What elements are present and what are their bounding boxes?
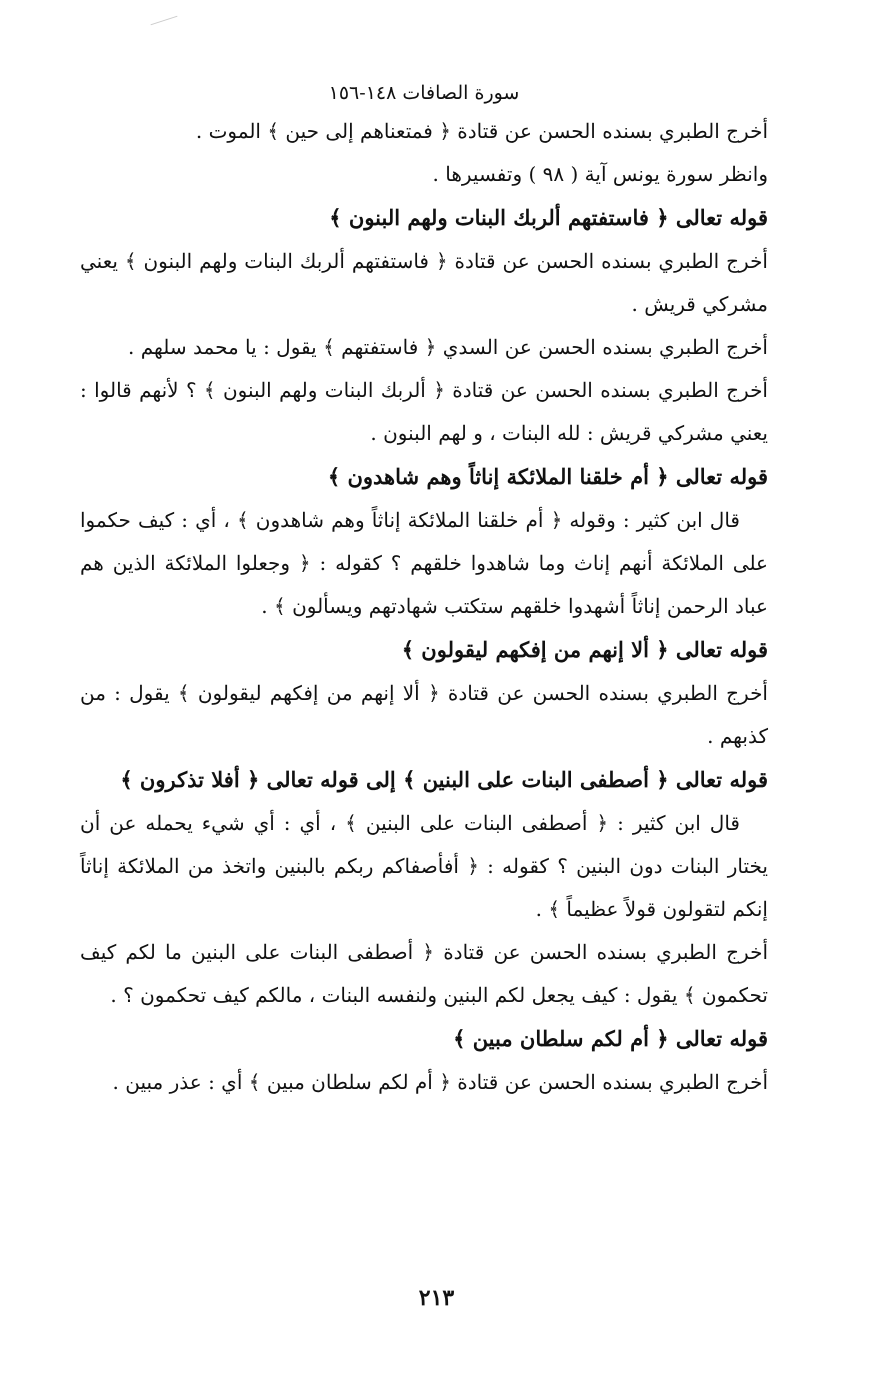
- running-head: سورة الصافات ١٤٨-١٥٦: [328, 82, 520, 104]
- scan-mark: [151, 16, 178, 26]
- paragraph: وانظر سورة يونس آية ( ٩٨ ) وتفسيرها .: [432, 162, 768, 186]
- paragraph: أخرج الطبري بسنده الحسن عن قتادة ﴿ ألربك البنات ولهم البنون ﴾ ؟ لأنهم قالوا : يعني مشركي قريش : لله البنات ، و لهم البنون .: [80, 378, 768, 445]
- paragraph: أخرج الطبري بسنده الحسن عن قتادة ﴿ فمتعناهم إلى حين ﴾ الموت .: [195, 119, 768, 143]
- section-heading: قوله تعالى ﴿ ألا إنهم من إفكهم ليقولون ﴾: [401, 637, 768, 662]
- paragraph: أخرج الطبري بسنده الحسن عن قتادة ﴿ فاستفتهم ألربك البنات ولهم البنون ﴾ يعني مشركي قريش .: [80, 249, 768, 316]
- paragraph: أخرج الطبري بسنده الحسن عن قتادة ﴿ أم لكم سلطان مبين ﴾ أي : عذر مبين .: [112, 1070, 768, 1094]
- paragraph: أخرج الطبري بسنده الحسن عن السدي ﴿ فاستفتهم ﴾ يقول : يا محمد سلهم .: [128, 335, 768, 359]
- section-heading: قوله تعالى ﴿ أم لكم سلطان مبين ﴾: [453, 1026, 768, 1051]
- section-heading: قوله تعالى ﴿ فاستفتهم ألربك البنات ولهم البنون ﴾: [329, 205, 768, 230]
- paragraph: قال ابن كثير : وقوله ﴿ أم خلقنا الملائكة إناثاً وهم شاهدون ﴾ ، أي : كيف حكموا على الملائكة أنهم إناث وما شاهدوا خلقهم ؟ كقوله : ﴿ وجعلوا الملائكة الذين هم عباد الرحمن إناثاً أشهدوا خلقهم ستكتب شهادتهم ويسألون ﴾ .: [80, 508, 768, 618]
- page-body: [80, 78, 768, 1104]
- paragraph: أخرج الطبري بسنده الحسن عن قتادة ﴿ أصطفى البنات على البنين ما لكم كيف تحكمون ﴾ يقول : كيف يجعل لكم البنين ولنفسه البنات ، مالكم كيف تحكمون ؟ .: [80, 940, 768, 1007]
- section-heading: قوله تعالى ﴿ أصطفى البنات على البنين ﴾ إلى قوله تعالى ﴿ أفلا تذكرون ﴾: [120, 767, 768, 792]
- paragraph: قال ابن كثير : ﴿ أصطفى البنات على البنين ﴾ ، أي : أي شيء يحمله عن أن يختار البنات دون البنين ؟ كقوله : ﴿ أفأصفاكم ربكم بالبنين واتخذ من الملائكة إناثاً إنكم لتقولون قولاً عظيماً ﴾ .: [80, 811, 768, 921]
- page-number: ٢١٣: [418, 1285, 455, 1311]
- section-heading: قوله تعالى ﴿ أم خلقنا الملائكة إناثاً وهم شاهدون ﴾: [327, 464, 768, 489]
- paragraph: أخرج الطبري بسنده الحسن عن قتادة ﴿ ألا إنهم من إفكهم ليقولون ﴾ يقول : من كذبهم .: [80, 681, 768, 748]
